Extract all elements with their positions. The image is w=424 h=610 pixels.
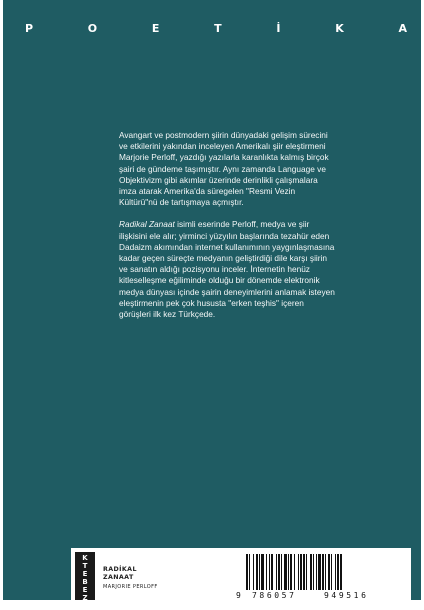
- barcode-bar: [259, 554, 260, 590]
- barcode-bar: [288, 554, 289, 590]
- book-title-italic: Radikal Zanaat: [119, 219, 175, 230]
- barcode-bar: [271, 554, 273, 590]
- logo-letter: E: [82, 586, 88, 594]
- barcode-bar: [322, 554, 324, 590]
- barcode-bar: [249, 554, 250, 590]
- barcode-digits: [236, 591, 406, 600]
- barcode-bar: [294, 554, 295, 590]
- logo-letter: K: [82, 554, 88, 562]
- brand-letter: E: [151, 22, 160, 35]
- publisher-logo: [75, 552, 95, 610]
- brand-letter: K: [335, 22, 344, 35]
- barcode-bar: [328, 554, 330, 590]
- barcode-bar: [278, 554, 280, 590]
- barcode-bar: [284, 554, 287, 590]
- barcode-bar: [306, 554, 307, 590]
- brand-letter: A: [398, 22, 407, 35]
- barcode-digits-right: 949516: [324, 591, 369, 600]
- barcode-bar: [340, 554, 342, 590]
- barcode-bar: [331, 554, 332, 590]
- back-cover: [3, 0, 421, 610]
- barcode-bar: [246, 554, 248, 590]
- barcode-bar: [337, 554, 339, 590]
- barcode-icon: [242, 554, 400, 590]
- brand-letter: T: [214, 22, 222, 35]
- book-title-line-1: RADİKAL: [103, 566, 137, 573]
- barcode-bar: [298, 554, 299, 590]
- brand-letter: O: [87, 22, 98, 35]
- barcode-bar: [281, 554, 282, 590]
- barcode-bar: [335, 554, 336, 590]
- logo-letter: E: [82, 602, 88, 610]
- brand-letter: P: [25, 22, 34, 35]
- barcode-bar: [310, 554, 312, 590]
- logo-letter: E: [82, 570, 88, 578]
- bottom-info-panel: [71, 548, 411, 610]
- barcode-bar: [253, 554, 254, 590]
- barcode-bar: [290, 554, 292, 590]
- barcode-bar: [256, 554, 258, 590]
- logo-letter: B: [82, 578, 88, 586]
- barcode-bar: [303, 554, 305, 590]
- isbn-barcode: [236, 554, 406, 600]
- blurb: [119, 130, 335, 331]
- barcode-bar: [316, 554, 317, 590]
- barcode-bar: [300, 554, 302, 590]
- barcode-bar: [276, 554, 277, 590]
- barcode-bar: [261, 554, 264, 590]
- barcode-digits-left: 786057: [252, 591, 297, 600]
- series-brand: [25, 22, 407, 35]
- book-author: MARJORIE PERLOFF: [103, 584, 158, 590]
- book-title-line-2: ZANAAT: [103, 573, 134, 581]
- barcode-bar: [266, 554, 267, 590]
- barcode-bar: [318, 554, 321, 590]
- blurb-paragraph-2: [119, 219, 335, 320]
- logo-letter: T: [82, 562, 88, 570]
- blurb-paragraph-2-text: isimli eserinde Perloff, medya ve şiir ilişkisini ele alır; yirminci yüzyılın başlarında tezahür eden Dadaizm akımından internet kullanımının yaygınlaşmasına kadar geçen süreçte medyanın geliştirdiği dile karşı şiirin ve sanatın aldığı pozisyonu inceler. İnternetin henüz kitleselleşme eğiliminde olduğu bir dönemde elektronik medya dünyası içinde şairin deneyimlerini anlamak isteyen eleştirmenin pek çok hususta "erken teşhis" içeren görüşleri ilk kez Türkçede.: [119, 219, 335, 320]
- book-info: [103, 566, 158, 590]
- logo-letter: Z: [82, 594, 88, 602]
- barcode-digit-prefix: 9: [236, 591, 241, 600]
- barcode-bar: [269, 554, 270, 590]
- brand-letter: İ: [276, 22, 281, 35]
- barcode-bar: [325, 554, 326, 590]
- blurb-paragraph-1: Avangart ve postmodern şiirin dünyadaki gelişim sürecini ve etkilerini yakından inceleyen Amerikalı şiir eleştirmeni Marjorie Perloff, yazdığı yazılarla karanlıkta kalmış birçok şairi de gündeme taşımıştır. Aynı zamanda Language ve Objektivizm gibi akımlar üzerinde derinlikli çalışmalara imza atarak Amerika'da süregelen "Resmi Vezin Kültürü"nü de tartışmaya açmıştır.: [119, 130, 329, 208]
- barcode-bar: [313, 554, 314, 590]
